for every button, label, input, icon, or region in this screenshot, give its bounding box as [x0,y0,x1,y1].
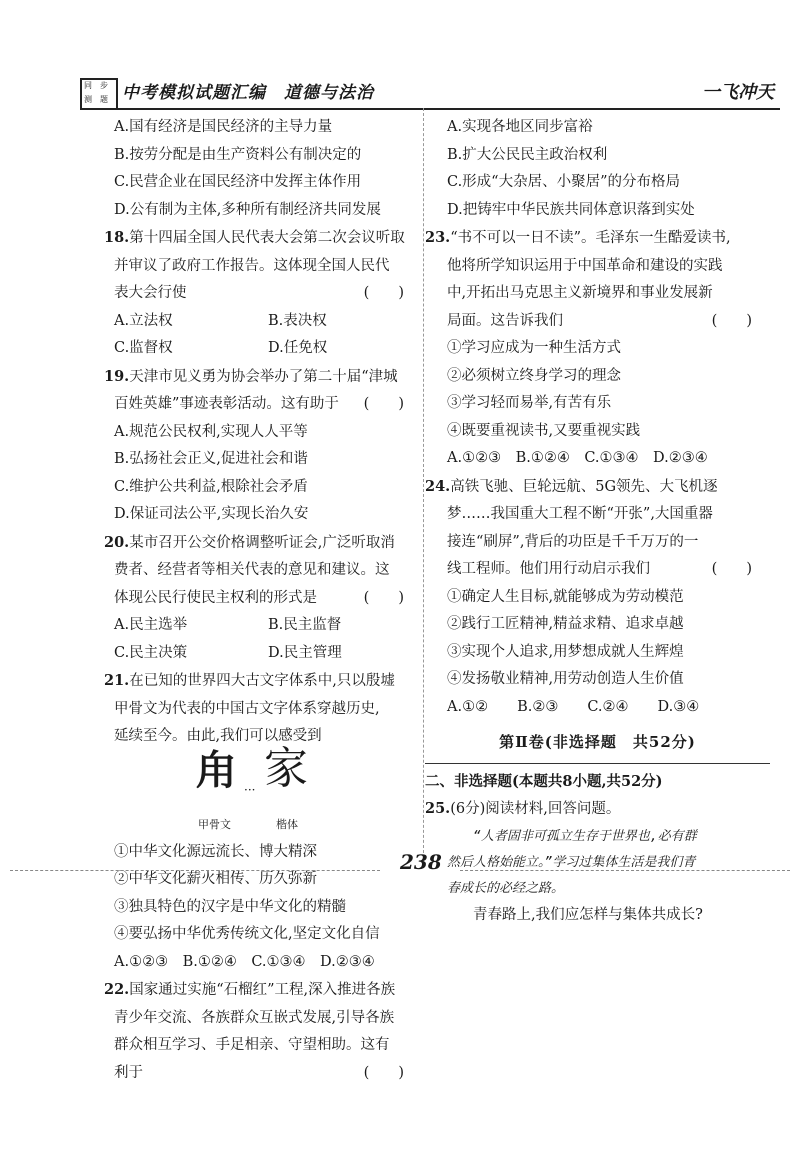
statement: ①中华文化源远流长、博大精深 [114,843,317,860]
option: A.立法权 [114,312,173,329]
question-21 [104,667,422,976]
question-20 [104,529,422,668]
answer-options: A.①②③ B.①②④ C.①③④ D.②③④ [114,953,375,970]
option: C.民主决策 [114,644,188,661]
question-number: 19. [104,367,130,385]
q17-option: A.国有经济是国民经济的主导力量 [114,119,333,135]
question-text: 线工程师。他们用行动启示我们 [447,561,650,577]
statement: ④既要重视读书,又要重视实践 [447,422,641,439]
statement: ③学习轻而易举,有苦有乐 [447,395,612,411]
figure-caption: 甲骨文 [198,817,231,831]
question-text: 群众相互学习、手足相亲、守望相助。这有 [114,1037,390,1053]
section-title: 第Ⅱ卷(非选择题 共52分) [499,733,696,751]
question-number: 18. [104,229,130,246]
option: A.规范公民权利,实现人人平等 [114,423,308,440]
option: D.民主管理 [268,644,342,661]
question-19 [104,363,422,529]
oracle-bone-glyph: 甪 [196,746,236,794]
option: D.任免权 [268,340,328,356]
q22-option: D.把铸牢中华民族共同体意识落到实处 [447,201,695,218]
footer-rule [460,870,790,871]
column-divider [423,108,424,868]
statement: ④发扬敬业精神,用劳动创造人生价值 [447,671,684,687]
question-18 [104,224,422,363]
logo-char: 题 [100,95,108,104]
answer-blank: ( ) [711,312,752,329]
question-text: 局面。这告诉我们 [447,312,563,329]
regular-script-glyph: 家 [264,742,308,794]
question-text: 体现公民行使民主权利的形式是 [114,589,317,606]
series-logo [80,78,118,110]
question-24 [425,473,770,722]
character-figure [104,742,422,835]
question-text: “书不可以一日不读”。毛泽东一生酷爱读书, [450,230,731,246]
question-text: 利于 [114,1064,143,1081]
statement: ②中华文化薪火相传、历久弥新 [114,871,317,887]
question-number: 24. [425,477,451,495]
header-rule [80,108,780,110]
question-text: 费者、经营者等相关代表的意见和建议。这 [114,562,390,578]
statement: ②践行工匠精神,精益求精、追求卓越 [447,616,684,632]
statement: ③独具特色的汉字是中华文化的精髓 [114,898,346,915]
left-column [104,114,422,1087]
q22-option: A.实现各地区同步富裕 [447,119,593,135]
statement: ②必须树立终身学习的理念 [447,367,621,384]
option: B.弘扬社会正义,促进社会和谐 [114,451,308,467]
book-title: 中考模拟试题汇编 道德与法治 [122,83,374,103]
question-text: 天津市见义勇为协会举办了第二十届“津城 [129,368,398,385]
question-number: 23. [425,229,451,246]
option: D.保证司法公平,实现长治久安 [114,506,309,522]
question-22 [104,976,422,1087]
page-number: 238 [400,850,442,874]
statement: ③实现个人追求,用梦想成就人生辉煌 [447,643,684,660]
question-text: 甲骨文为代表的中国古文字体系穿越历史, [114,700,380,717]
question-text: 国家通过实施“石榴红”工程,深入推进各族 [129,982,396,998]
question-text: 第十四届全国人民代表大会第二次会议听取 [129,230,405,246]
question-number: 22. [104,981,130,998]
quote-line: 春成长的必经之路。 [447,880,565,896]
question-text: 延续至今。由此,我们可以感受到 [114,728,322,744]
statement: ①学习应成为一种生活方式 [447,340,621,356]
page-header [80,72,780,110]
question-text: 梦……我国重大工程不断“开张”,大国重器 [447,506,713,522]
q17-option: D.公有制为主体,多种所有制经济共同发展 [114,201,381,218]
answer-blank: ( ) [711,561,752,577]
question-text: (6分)阅读材料,回答问题。 [450,801,621,817]
footer-rule [10,870,380,871]
quote-line: “人者固非可孤立生存于世界也,必有群 [473,828,697,844]
statement: ④要弘扬中华优秀传统文化,坚定文化自信 [114,926,380,942]
option: C.维护公共利益,根除社会矛盾 [114,478,308,495]
statement: ①确定人生目标,就能够成为劳动模范 [447,588,684,605]
q22-option: B.扩大公民民主政治权利 [447,146,608,163]
logo-char: 测 [84,95,92,104]
q17-option: B.按劳分配是由生产资料公有制决定的 [114,146,362,163]
brand-name: 一飞冲天 [702,82,774,103]
logo-char: 同 [84,81,92,90]
quote-line: 然后人格始能立。”学习过集体生活是我们青 [447,854,696,870]
logo-char: 步 [100,81,108,90]
question-text: 青少年交流、各族群众互嵌式发展,引导各族 [114,1009,395,1026]
question-text: 并审议了政府工作报告。这体现全国人民代 [114,257,390,274]
question-number: 20. [104,533,130,551]
right-column [425,114,770,929]
q22-option: C.形成“大杂居、小聚居”的分布格局 [447,174,681,190]
question-text: 百姓英雄”事迹表彰活动。这有助于 [114,396,339,412]
question-number: 21. [104,672,130,689]
answer-blank: ( ) [363,285,404,301]
option: B.民主监督 [268,617,342,633]
question-23 [425,224,770,473]
answer-options: A.①②③ B.①②④ C.①③④ D.②③④ [447,450,708,466]
question-number: 25. [425,800,451,817]
option: C.监督权 [114,340,173,356]
question-text: 中,开拓出马克思主义新境界和事业发展新 [447,285,713,301]
option: A.民主选举 [114,617,188,633]
question-text: 在已知的世界四大古文字体系中,只以殷墟 [129,673,395,689]
question-text: 表大会行使 [114,285,187,301]
figure-caption: 楷体 [276,817,298,831]
question-text: 接连“刷屏”,背后的功臣是千千万万的一 [447,533,699,550]
ellipsis: ··· [244,782,256,797]
question-prompt: 青春路上,我们应怎样与集体共成长? [473,906,703,923]
part-heading: 二、非选择题(本题共8小题,共52分) [425,772,663,790]
answer-blank: ( ) [363,396,404,412]
question-text: 高铁飞驰、巨轮远航、5G领先、大飞机逐 [450,478,718,495]
answer-blank: ( ) [363,589,404,606]
question-text: 某市召开公交价格调整听证会,广泛听取消 [129,534,395,551]
q17-option: C.民营企业在国民经济中发挥主体作用 [114,174,362,190]
answer-blank: ( ) [363,1064,404,1081]
answer-options: A.①② B.②③ C.②④ D.③④ [447,698,700,715]
question-text: 他将所学知识运用于中国革命和建设的实践 [447,257,723,274]
option: B.表决权 [268,312,327,329]
section-rule [425,763,770,764]
